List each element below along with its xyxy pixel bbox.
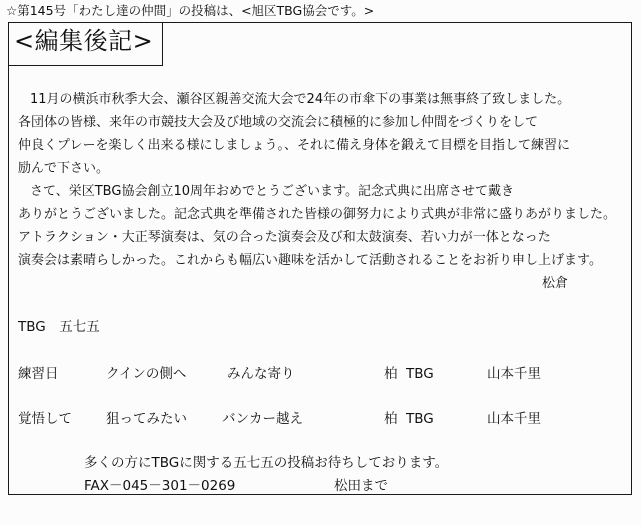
signature: 松倉 [542,276,569,291]
footer-fax: FAX－045－301－0269 [84,478,236,494]
entry-2-line2: バンカー越え [222,411,303,427]
body-line-5: さて、栄区TBG協会創立10周年おめでとうございます。記念式典に出席させて戴き [30,184,514,199]
entry-1-theme: 練習日 [18,366,59,382]
body-line-6: ありがとうございました。記念式典を準備された皆様の御努力により式典が非常に盛りあがりました。 [18,207,617,222]
body-line-2: 各団体の皆様、来年の市競技大会及び地域の交流会に積極的に参加し仲間をづくりをして [18,115,539,130]
entry-2-club: 柏 [384,411,398,427]
footer-invite: 多くの方にTBGに関する五七五の投稿お待ちしております。 [84,455,449,471]
body-line-4: 励んで下さい。 [18,161,110,176]
entry-1-author: 山本千里 [487,366,541,382]
entry-1-line1: クインの側へ [106,366,187,382]
header-note: ☆第145号「わたし達の仲間」の投稿は、<旭区TBG協会です。> [6,3,375,18]
entry-2-author: 山本千里 [487,411,541,427]
entry-1-club: 柏 [384,366,398,382]
page-title: <編集後記> [14,27,154,55]
entry-1-line2: みんな寄り [227,366,295,382]
section-label: TBG 五七五 [18,319,100,335]
body-line-8: 演奏会は素晴らしかった。これからも幅広い趣味を活かして活動されることをお祈り申し上げます。 [18,253,602,268]
entry-1-org: TBG [406,366,434,382]
entry-2-theme: 覚悟して [18,411,72,427]
body-line-3: 仲良くプレーを楽しく出来る様にしましょう。、それに備え身体を鍛えて目標を目指して練習に [18,138,570,153]
entry-2-line1: 狙ってみたい [106,411,187,427]
body-line-1: 11月の横浜市秋季大会、瀬谷区親善交流大会で24年の市傘下の事業は無事終了致しました。 [30,92,571,107]
footer-contact: 松田まで [334,478,388,494]
body-line-7: アトラクション・大正琴演奏は、気の合った演奏会及び和太鼓演奏、若い力が一体となった [18,230,551,245]
entry-2-org: TBG [406,411,434,427]
